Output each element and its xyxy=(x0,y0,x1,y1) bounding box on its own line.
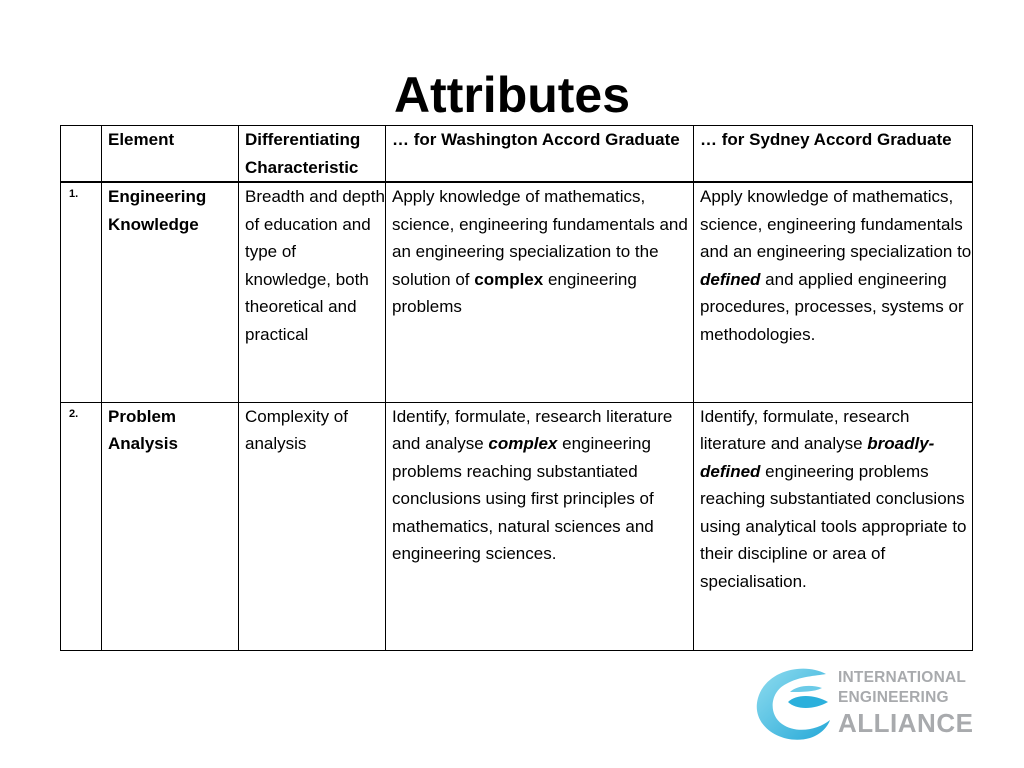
row-element: Engineering Knowledge xyxy=(102,182,239,402)
washington-text-post: engineering problems reaching substantiated conclusions using first principles of mathematics, natural sciences and engineering sciences. xyxy=(392,434,654,563)
header-sydney: … for Sydney Accord Graduate xyxy=(694,126,973,183)
sydney-text-pre: Identify, formulate, research literature and analyse xyxy=(700,406,910,453)
washington-emphasis: complex xyxy=(474,269,544,289)
table-row xyxy=(61,182,973,402)
table-row xyxy=(61,402,973,650)
sydney-text-post: engineering problems reaching substantiated conclusions using analytical tools appropriate to their discipline or area of specialisation. xyxy=(700,461,967,591)
attributes-table xyxy=(60,125,973,651)
swirl-mid-shape xyxy=(790,686,822,692)
sydney-text-pre: Apply knowledge of mathematics, science, engineering fundamentals and an engineering specialization to xyxy=(700,187,972,261)
washington-text-pre: Apply knowledge of mathematics, science, engineering fundamentals and an engineering specialization to the solution of xyxy=(392,187,688,289)
sydney-text-post: and applied engineering procedures, processes, systems or methodologies. xyxy=(700,269,964,344)
swirl-inner-shape xyxy=(788,696,828,708)
row-sydney xyxy=(694,402,973,650)
washington-text-post: engineering problems xyxy=(392,269,637,316)
logo-line-alliance: ALLIANCE xyxy=(838,708,974,738)
logo-line-international: INTERNATIONAL xyxy=(838,669,967,686)
sydney-emphasis: broadly-defined xyxy=(700,434,935,481)
header-num xyxy=(61,126,102,183)
row-number: 2. xyxy=(61,402,102,650)
washington-emphasis: complex xyxy=(488,434,558,453)
row-washington xyxy=(386,402,694,650)
logo-wordmark xyxy=(838,668,978,738)
slide-title: Attributes xyxy=(393,67,631,123)
row-characteristic: Complexity of analysis xyxy=(239,402,386,650)
washington-text-pre: Identify, formulate, research literature and analyse xyxy=(392,406,673,453)
header-characteristic: Differentiating Characteristic xyxy=(239,126,386,183)
logo-line-engineering: ENGINEERING xyxy=(838,689,949,706)
sydney-emphasis: defined xyxy=(700,269,761,289)
row-sydney xyxy=(694,182,973,402)
header-element: Element xyxy=(102,126,239,183)
row-element: Problem Analysis xyxy=(102,402,239,650)
header-washington: … for Washington Accord Graduate xyxy=(386,126,694,183)
table-header-row xyxy=(61,126,973,183)
row-washington xyxy=(386,182,694,402)
row-characteristic: Breadth and depth of education and type of knowledge, both theoretical and practical xyxy=(239,182,386,402)
row-number: 1. xyxy=(61,182,102,402)
